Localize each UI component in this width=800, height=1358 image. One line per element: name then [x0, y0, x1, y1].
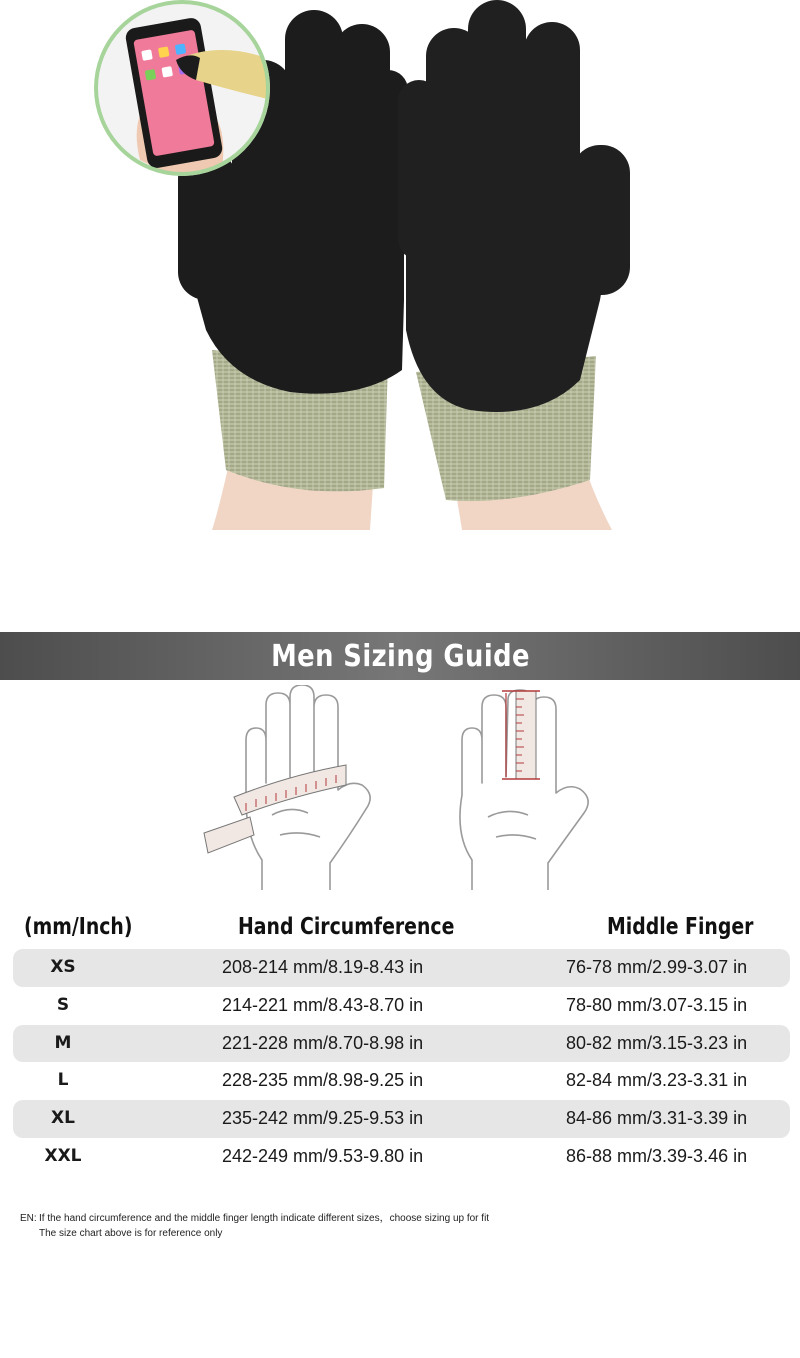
- circumference-cell: 242-249 mm/9.53-9.80 in: [222, 1145, 424, 1166]
- size-cell: XXL: [44, 1145, 82, 1166]
- circumference-tape: [204, 765, 346, 853]
- size-cell: XS: [50, 957, 76, 977]
- guide-title: Men Sizing Guide: [270, 638, 530, 674]
- circumference-cell: 228-235 mm/8.98-9.25 in: [222, 1070, 424, 1091]
- right-glove: [398, 0, 630, 412]
- table-row: [13, 1062, 790, 1100]
- middle-finger-cell: 84-86 mm/3.31-3.39 in: [566, 1108, 748, 1129]
- size-cell: XL: [51, 1108, 75, 1129]
- size-cell: S: [56, 994, 70, 1015]
- table-row: [13, 1138, 790, 1176]
- circumference-cell: 214-221 mm/8.43-8.70 in: [222, 994, 424, 1015]
- middle-finger-cell: 76-78 mm/2.99-3.07 in: [566, 957, 748, 977]
- circumference-cell: 235-242 mm/9.25-9.53 in: [222, 1108, 424, 1129]
- size-cell: L: [57, 1070, 69, 1091]
- footnote-line-2: The size chart above is for reference only: [39, 1228, 223, 1239]
- size-table-header: [0, 905, 800, 949]
- table-row: [13, 949, 790, 987]
- middle-finger-cell: 86-88 mm/3.39-3.46 in: [566, 1145, 748, 1166]
- middle-finger-cell: 82-84 mm/3.23-3.31 in: [566, 1070, 748, 1091]
- product-image: [0, 0, 800, 600]
- footnote-prefix: EN:: [20, 1213, 37, 1224]
- header-hand-circumference: Hand Circumference: [238, 914, 455, 940]
- header-middle-finger: Middle Finger: [607, 914, 754, 940]
- header-unit: (mm/Inch): [24, 914, 133, 940]
- sizing-guide-banner: [0, 632, 800, 680]
- circumference-cell: 221-228 mm/8.70-8.98 in: [222, 1032, 424, 1053]
- table-row: [13, 1100, 790, 1138]
- size-table: [13, 949, 790, 1176]
- measurement-diagram: [190, 685, 610, 900]
- table-row: [13, 987, 790, 1025]
- middle-finger-cell: 78-80 mm/3.07-3.15 in: [566, 994, 748, 1015]
- middle-finger-cell: 80-82 mm/3.15-3.23 in: [566, 1032, 748, 1053]
- footnote-line-1: If the hand circumference and the middle finger length indicate different sizes，choose sizing up for fit: [39, 1213, 490, 1224]
- table-row: [13, 1025, 790, 1063]
- circumference-cell: 208-214 mm/8.19-8.43 in: [222, 957, 424, 977]
- size-cell: M: [54, 1032, 72, 1053]
- footnote: [20, 1211, 489, 1241]
